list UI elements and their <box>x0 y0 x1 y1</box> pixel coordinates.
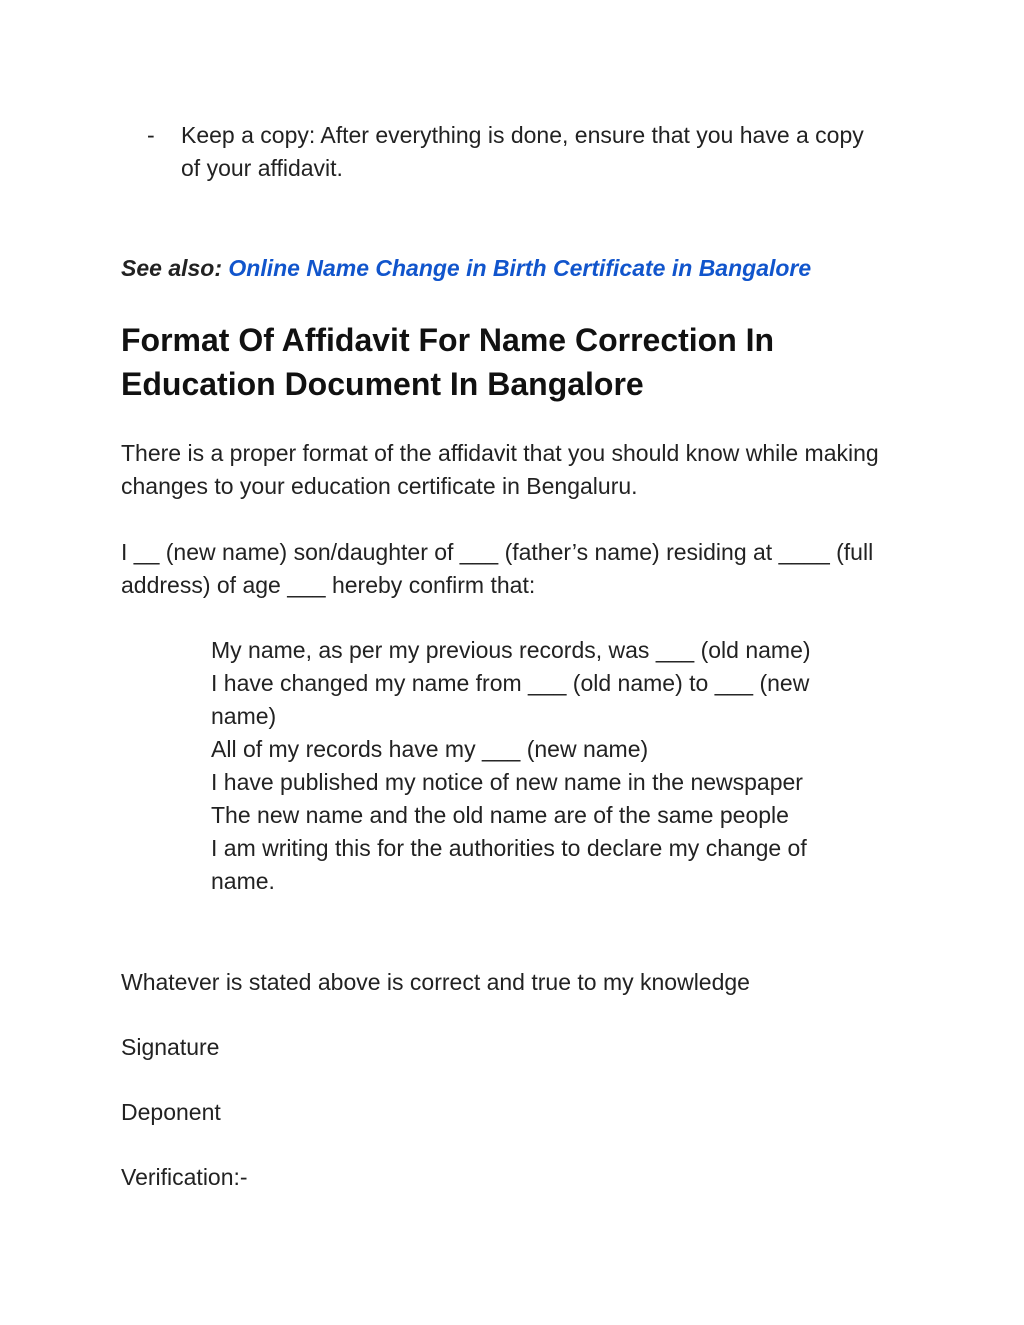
declaration-paragraph: I __ (new name) son/daughter of ___ (father’s name) residing at ____ (full address) of age ___ hereby confirm that: <box>121 539 874 598</box>
closing-statement: Whatever is stated above is correct and true to my knowledge <box>121 969 750 995</box>
intro-paragraph: There is a proper format of the affidavit that you should know while making changes to your education certificate in Bengaluru. <box>121 440 879 499</box>
signature-label: Signature <box>121 1034 220 1060</box>
verification-label: Verification:- <box>121 1164 248 1190</box>
bullet-item-keep-copy <box>147 119 887 185</box>
clause-item: I am writing this for the authorities to declare my change of name. <box>211 835 807 894</box>
bullet-dash: - <box>147 122 155 148</box>
clause-item: I have published my notice of new name in the newspaper <box>211 769 803 795</box>
deponent-label: Deponent <box>121 1099 221 1125</box>
affidavit-clauses-list <box>211 634 876 898</box>
clause-item: My name, as per my previous records, was ___ (old name) <box>211 637 811 663</box>
clause-item: The new name and the old name are of the same people <box>211 802 789 828</box>
clause-item: All of my records have my ___ (new name) <box>211 736 649 762</box>
bullet-text: Keep a copy: After everything is done, ensure that you have a copy of your affidavit. <box>181 122 864 181</box>
section-heading: Format Of Affidavit For Name Correction In Education Document In Bangalore <box>121 322 775 402</box>
see-also-line <box>121 252 921 285</box>
see-also-label: See also: <box>121 255 222 281</box>
see-also-link[interactable]: Online Name Change in Birth Certificate in Bangalore <box>228 255 812 281</box>
clause-item: I have changed my name from ___ (old name) to ___ (new name) <box>211 670 810 729</box>
